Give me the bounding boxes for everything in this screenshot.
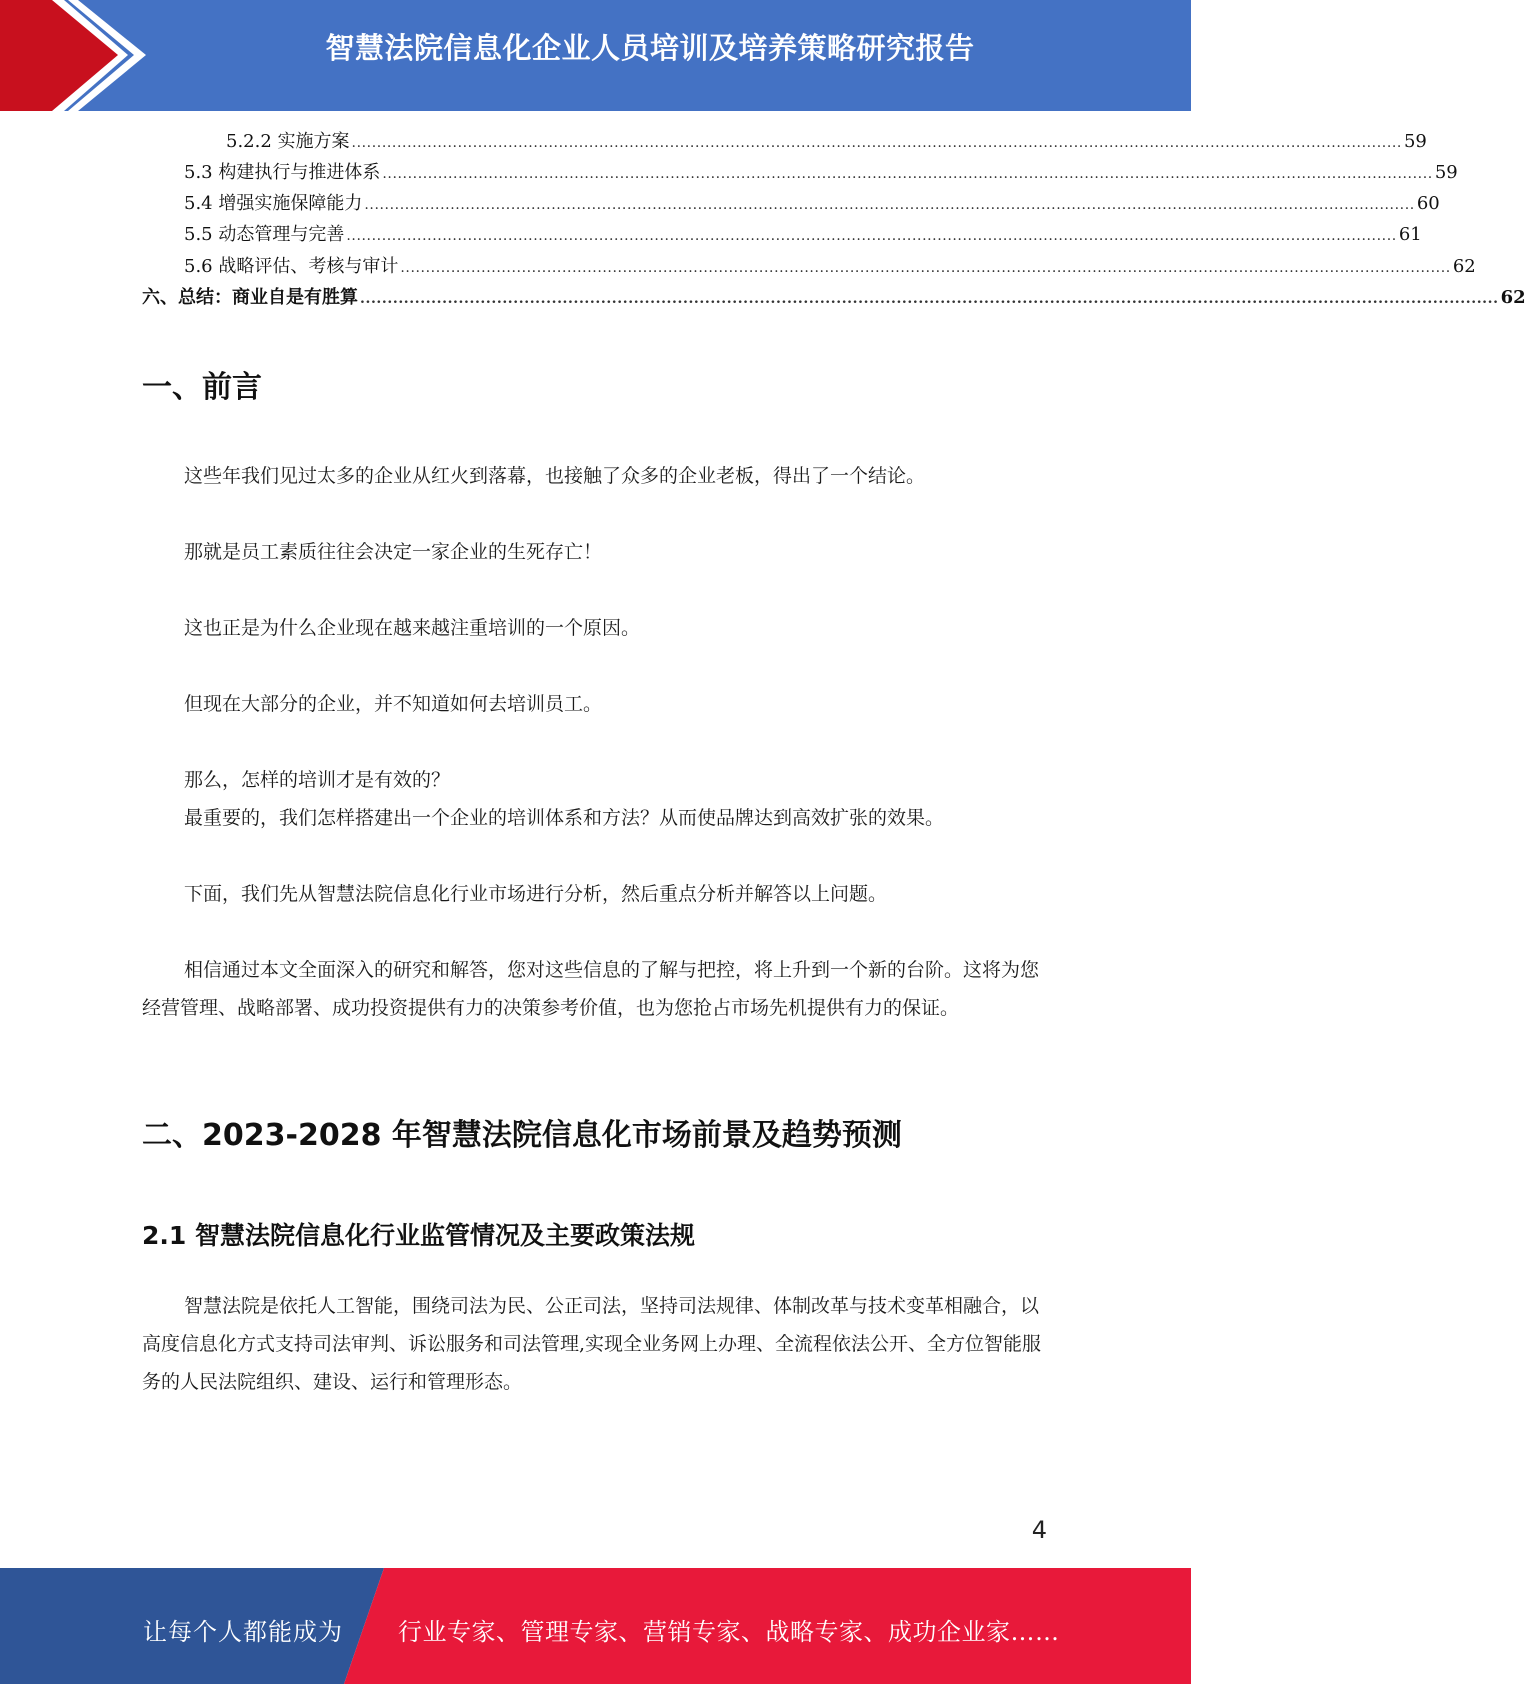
toc-entry-page: 61 [1398, 224, 1422, 245]
toc-entry-label: 5.6 战略评估、考核与审计 [184, 256, 399, 277]
toc-entry-label: 5.5 动态管理与完善 [184, 224, 345, 245]
paragraph: 那就是员工素质往往会决定一家企业的生死存亡！ [184, 541, 603, 563]
toc-leader-dots: ................................................................................................................................................................................................................ [382, 166, 1433, 182]
paragraph: 下面，我们先从智慧法院信息化行业市场进行分析，然后重点分析并解答以上问题。 [184, 883, 888, 905]
toc-entry[interactable] [226, 128, 1427, 156]
toc-entry-label: 5.4 增强实施保障能力 [184, 193, 363, 214]
toc-entry-page: 59 [1403, 131, 1427, 152]
toc-leader-dots: ................................................................................................................................................................................................................ [400, 260, 1451, 276]
toc-entry-page: 62 [1500, 287, 1526, 308]
subsection-heading-regulation: 2.1 智慧法院信息化行业监管情况及主要政策法规 [142, 1221, 695, 1250]
toc-entry-page: 59 [1434, 162, 1458, 183]
toc-entry[interactable] [184, 190, 1440, 218]
toc-leader-dots: ................................................................................................................................................................................................................ [346, 228, 1397, 244]
header-title: 智慧法院信息化企业人员培训及培养策略研究报告 [325, 31, 975, 65]
paragraph: 这些年我们见过太多的企业从红火到落幕，也接触了众多的企业老板，得出了一个结论。 [184, 465, 926, 487]
toc-entry[interactable] [184, 221, 1422, 249]
paragraph: 相信通过本文全面深入的研究和解答，您对这些信息的了解与把控，将上升到一个新的台阶。这将为您经营管理、战略部署、成功投资提供有力的决策参考价值，也为您抢占市场先机提供有力的保证。 [142, 959, 1040, 1019]
section-heading-market-outlook: 二、2023-2028 年智慧法院信息化市场前景及趋势预测 [142, 1118, 902, 1153]
toc-entry-chapter[interactable] [142, 284, 1526, 312]
page-header [0, 0, 1191, 111]
toc-entry-page: 62 [1452, 256, 1476, 277]
page-number: 4 [1031, 1516, 1047, 1544]
page-footer [0, 1568, 1191, 1684]
paragraph: 那么，怎样的培训才是有效的？ [184, 769, 451, 791]
toc-leader-dots: ................................................................................................................................................................................................................ [364, 197, 1415, 213]
toc-entry-page: 60 [1416, 193, 1440, 214]
toc-leader-dots: ................................................................................................................................................................................................................ [360, 291, 1499, 307]
paragraph: 这也正是为什么企业现在越来越注重培训的一个原因。 [184, 617, 641, 639]
footer-slogan-right: 行业专家、管理专家、营销专家、战略专家、成功企业家…… [398, 1618, 1060, 1646]
toc-entry-label: 5.2.2 实施方案 [226, 131, 350, 152]
toc-entry[interactable] [184, 159, 1458, 187]
paragraph: 智慧法院是依托人工智能，围绕司法为民、公正司法，坚持司法规律、体制改革与技术变革相融合，以高度信息化方式支持司法审判、诉讼服务和司法管理,实现全业务网上办理、全流程依法公开、全方位智能服务的人民法院组织、建设、运行和管理形态。 [142, 1295, 1042, 1393]
section-heading-preface: 一、前言 [142, 370, 262, 405]
toc-leader-dots: ................................................................................................................................................................................................................ [351, 135, 1402, 151]
paragraph: 但现在大部分的企业，并不知道如何去培训员工。 [184, 693, 603, 715]
toc-entry[interactable] [184, 253, 1476, 281]
toc-entry-label: 六、总结：商业自是有胜算 [142, 287, 358, 308]
toc-entry-label: 5.3 构建执行与推进体系 [184, 162, 381, 183]
paragraph: 最重要的，我们怎样搭建出一个企业的培训体系和方法？从而使品牌达到高效扩张的效果。 [184, 807, 945, 829]
footer-slogan-left: 让每个人都能成为 [143, 1618, 343, 1646]
